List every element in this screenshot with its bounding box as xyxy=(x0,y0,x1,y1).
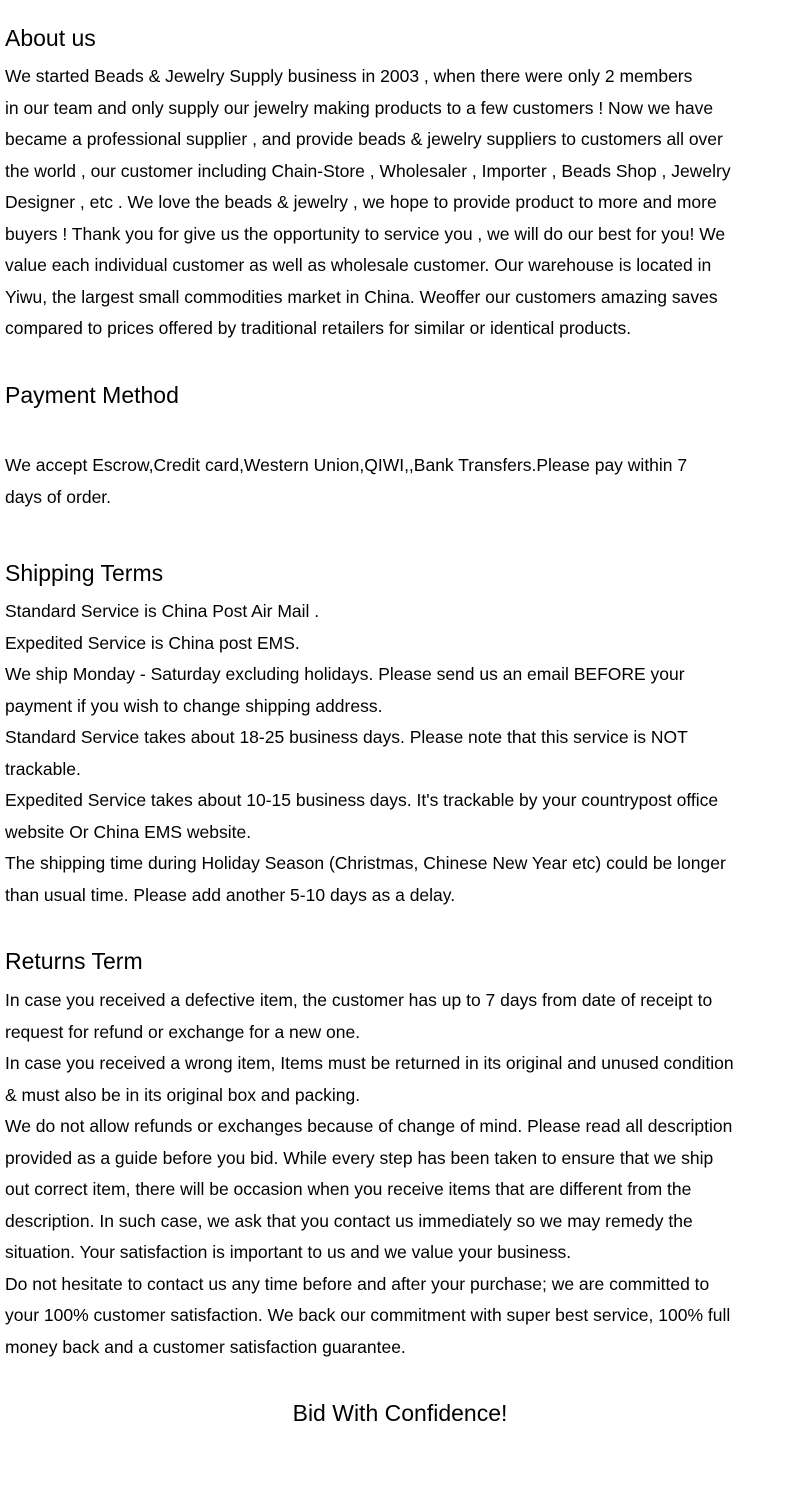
about-us-text xyxy=(5,61,731,345)
text-line: the world , our customer including Chain-Store , Wholesaler , Importer , Beads Shop , Jewelry xyxy=(5,160,731,181)
text-line: description. In such case, we ask that you contact us immediately so we may remedy the xyxy=(5,1210,693,1231)
text-line: situation. Your satisfaction is important to us and we value your business. xyxy=(5,1242,572,1262)
returns-term-heading: Returns Term xyxy=(5,948,143,974)
text-line: money back and a customer satisfaction guarantee. xyxy=(5,1336,406,1357)
text-line: website Or China EMS website. xyxy=(5,821,252,842)
payment-method-text xyxy=(5,450,687,513)
text-line: The shipping time during Holiday Season (Christmas, Chinese New Year etc) could be longer xyxy=(5,853,726,873)
shipping-terms-text xyxy=(5,596,726,911)
shipping-terms-heading: Shipping Terms xyxy=(5,560,164,586)
text-line: Do not hesitate to contact us any time before and after your purchase; we are committed to xyxy=(5,1273,710,1294)
text-line: Standard Service is China Post Air Mail . xyxy=(5,601,320,621)
text-line: your 100% customer satisfaction. We back our commitment with super best service, 100% full xyxy=(5,1305,731,1325)
text-line: trackable. xyxy=(5,758,81,779)
text-line: request for refund or exchange for a new one. xyxy=(5,1021,361,1042)
text-line: buyers ! Thank you for give us the opportunity to service you , we will do our best for you! We xyxy=(5,223,726,244)
text-line: & must also be in its original box and packing. xyxy=(5,1084,361,1105)
text-line: We do not allow refunds or exchanges because of change of mind. Please read all description xyxy=(5,1116,733,1136)
text-line: became a professional supplier , and provide beads & jewelry suppliers to customers all over xyxy=(5,129,723,149)
returns-term-text xyxy=(5,985,734,1363)
text-line: Standard Service takes about 18-25 business days. Please note that this service is NOT xyxy=(5,727,688,747)
text-line: In case you received a wrong item, Items must be returned in its original and unused condition xyxy=(5,1053,734,1073)
text-line: payment if you wish to change shipping address. xyxy=(5,695,383,716)
text-line: Yiwu, the largest small commodities market in China. Weoffer our customers amazing saves xyxy=(5,286,718,307)
text-line: Expedited Service takes about 10-15 business days. It's trackable by your countrypost office xyxy=(5,790,719,810)
text-line: days of order. xyxy=(5,486,112,507)
payment-method-heading: Payment Method xyxy=(5,382,179,408)
about-us-heading: About us xyxy=(5,25,96,51)
text-line: We started Beads & Jewelry Supply business in 2003 , when there were only 2 members xyxy=(5,66,693,86)
bid-with-confidence-title: Bid With Confidence! xyxy=(292,1400,508,1426)
text-line: than usual time. Please add another 5-10 days as a delay. xyxy=(5,884,456,905)
text-line: value each individual customer as well as wholesale customer. Our warehouse is located in xyxy=(5,255,712,275)
text-line: compared to prices offered by traditional retailers for similar or identical products. xyxy=(5,318,632,338)
text-line: provided as a guide before you bid. While every step has been taken to ensure that we ship xyxy=(5,1147,714,1168)
text-line: In case you received a defective item, the customer has up to 7 days from date of receipt to xyxy=(5,990,713,1010)
text-line: Designer , etc . We love the beads & jewelry , we hope to provide product to more and more xyxy=(5,192,717,212)
text-line: out correct item, there will be occasion when you receive items that are different from the xyxy=(5,1179,692,1199)
text-line: We accept Escrow,Credit card,Western Union,QIWI,,Bank Transfers.Please pay within 7 xyxy=(5,455,688,475)
text-line: Expedited Service is China post EMS. xyxy=(5,632,300,653)
text-line: We ship Monday - Saturday excluding holidays. Please send us an email BEFORE your xyxy=(5,664,685,684)
text-line: in our team and only supply our jewelry making products to a few customers ! Now we have xyxy=(5,97,714,118)
